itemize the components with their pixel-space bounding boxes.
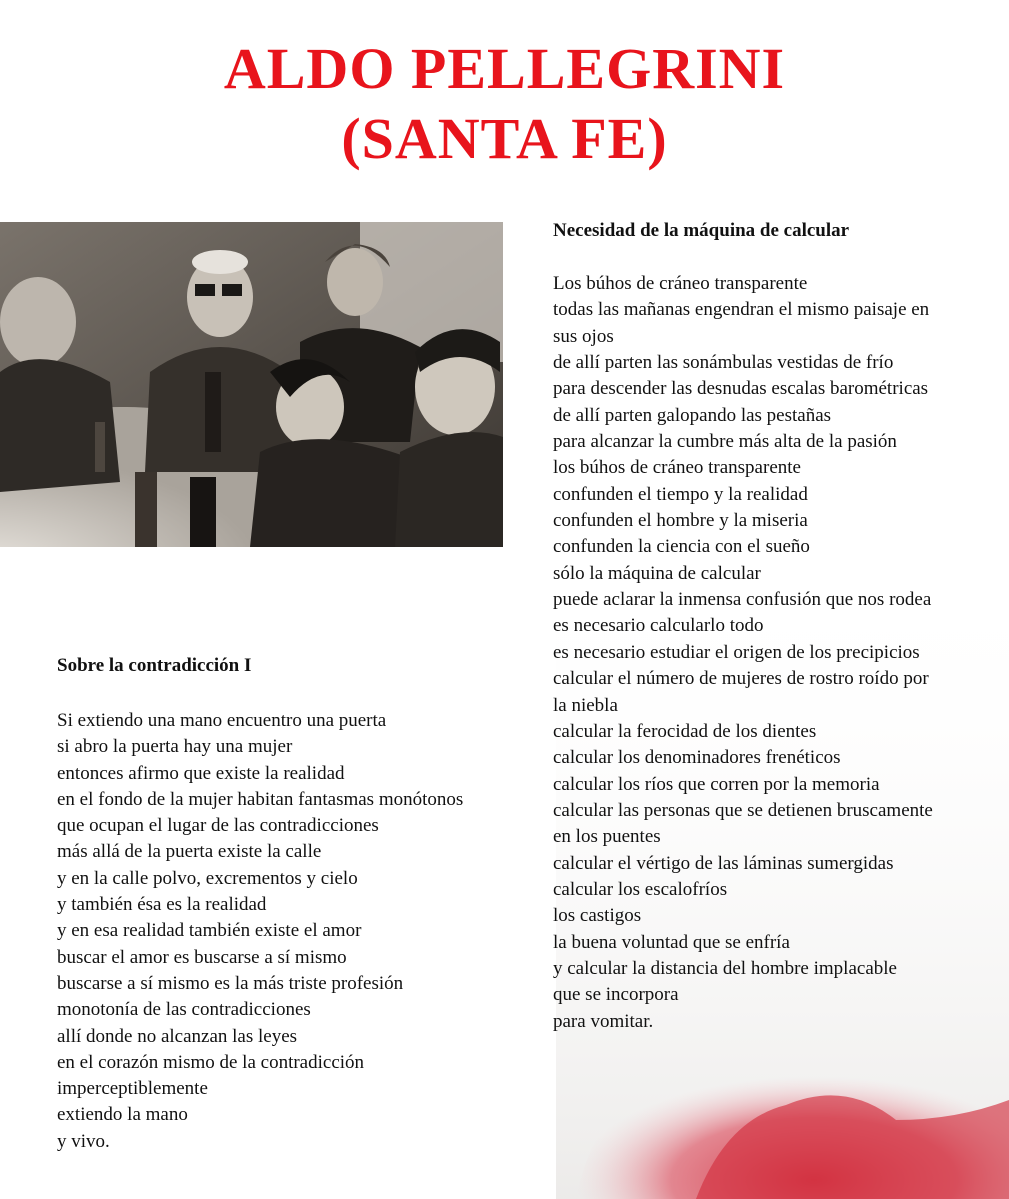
poem-line: calcular las personas que se detienen bruscamente <box>553 799 933 821</box>
poem-line: los castigos <box>553 905 642 927</box>
poem-line: en el corazón mismo de la contradicción <box>57 1051 365 1073</box>
poem-line: sus ojos <box>553 325 614 347</box>
poem-line: buscarse a sí mismo es la más triste profesión <box>57 972 404 994</box>
poem-line: calcular los denominadores frenéticos <box>553 747 841 769</box>
poem-line: que se incorpora <box>553 984 679 1006</box>
poem-line: que ocupan el lugar de las contradicciones <box>57 815 379 837</box>
poem-line: la niebla <box>553 694 618 716</box>
poem-line: y calcular la distancia del hombre implacable <box>553 957 897 979</box>
poem-line: imperceptiblemente <box>57 1078 208 1100</box>
poem-line: confunden el tiempo y la realidad <box>553 483 808 505</box>
poem-line: calcular la ferocidad de los dientes <box>553 720 817 742</box>
right-poem-title: Necesidad de la máquina de calcular <box>553 220 850 241</box>
poem-line: y vivo. <box>57 1130 110 1152</box>
poem-line: los búhos de cráneo transparente <box>553 457 801 479</box>
poem-line: y en la calle polvo, excrementos y cielo <box>57 867 358 889</box>
poem-line: calcular los escalofríos <box>553 878 728 900</box>
poem-line: sólo la máquina de calcular <box>553 562 761 584</box>
poem-line: Los búhos de cráneo transparente <box>553 273 808 294</box>
right-poem-lines <box>553 271 933 1035</box>
page-title-line-1: ALDO PELLEGRINI <box>223 36 786 101</box>
group-photo-icon <box>0 222 503 547</box>
poem-line: si abro la puerta hay una mujer <box>57 736 293 758</box>
poem-line: es necesario estudiar el origen de los precipicios <box>553 641 920 663</box>
left-poem-lines <box>57 708 463 1155</box>
poem-line: para descender las desnudas escalas barométricas <box>553 378 929 400</box>
poem-line: entonces afirmo que existe la realidad <box>57 762 345 784</box>
poem-line: y en esa realidad también existe el amor <box>57 920 362 942</box>
poem-line: más allá de la puerta existe la calle <box>57 841 322 863</box>
poem-line: calcular el número de mujeres de rostro roído por <box>553 668 929 690</box>
poem-line: de allí parten galopando las pestañas <box>553 404 832 426</box>
poem-line: y también ésa es la realidad <box>57 894 267 916</box>
poem-line: para alcanzar la cumbre más alta de la pasión <box>553 431 897 453</box>
poem-line: puede aclarar la inmensa confusión que nos rodea <box>553 589 932 611</box>
poem-line: para vomitar. <box>553 1010 654 1032</box>
poem-line: confunden la ciencia con el sueño <box>553 536 810 558</box>
left-poem-title: Sobre la contradicción I <box>57 655 252 676</box>
poem-line: en el fondo de la mujer habitan fantasmas monótonos <box>57 788 464 810</box>
poem-line: en los puentes <box>553 826 661 848</box>
poem-line: de allí parten las sonámbulas vestidas de frío <box>553 352 894 374</box>
poem-line: buscar el amor es buscarse a sí mismo <box>57 946 347 968</box>
poem-line: calcular los ríos que corren por la memoria <box>553 773 880 795</box>
poem-line: es necesario calcularlo todo <box>553 615 764 637</box>
poem-line: monotonía de las contradicciones <box>57 999 311 1021</box>
poem-line: extiendo la mano <box>57 1104 188 1126</box>
poem-line: Si extiendo una mano encuentro una puerta <box>57 710 387 731</box>
poem-line: todas las mañanas engendran el mismo paisaje en <box>553 299 930 321</box>
poem-line: allí donde no alcanzan las leyes <box>57 1025 298 1047</box>
poem-line: la buena voluntad que se enfría <box>553 931 790 953</box>
page-title-line-2: (SANTA FE) <box>341 106 668 171</box>
poem-line: calcular el vértigo de las láminas sumergidas <box>553 852 894 874</box>
poem-line: confunden el hombre y la miseria <box>553 510 808 532</box>
